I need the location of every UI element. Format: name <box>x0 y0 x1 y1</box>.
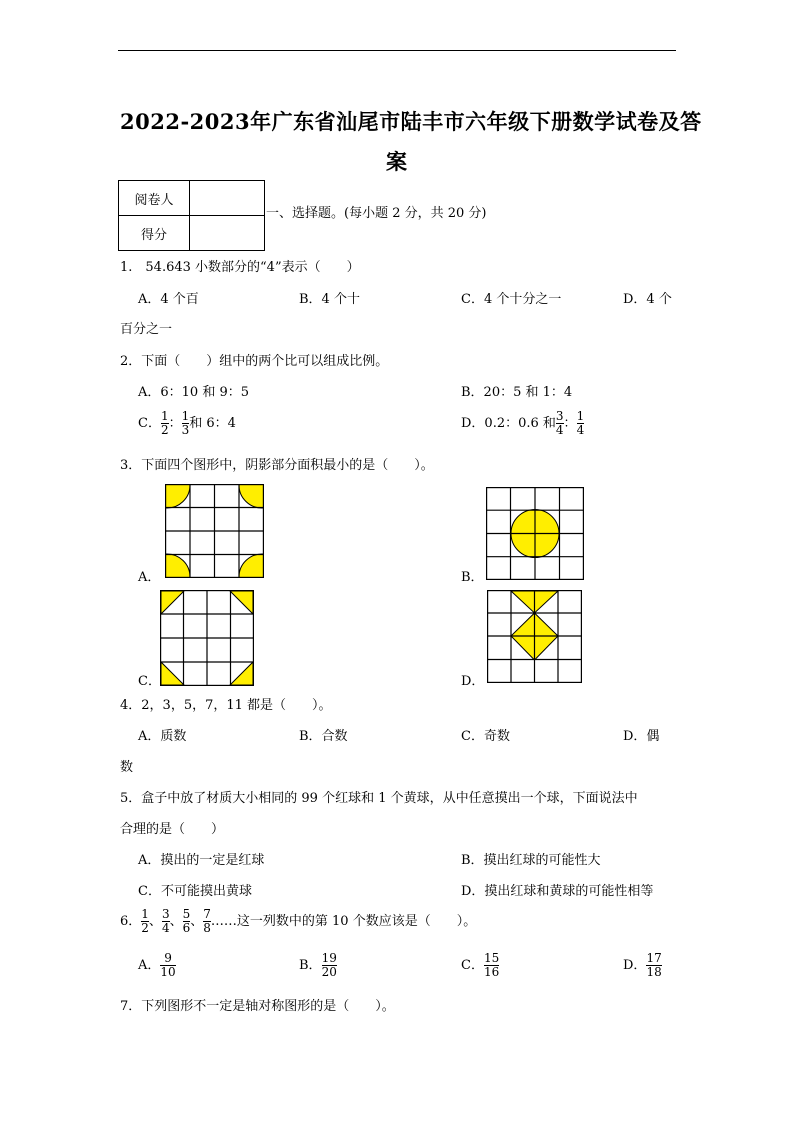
q1-option-d: D．4 个 <box>623 292 672 307</box>
fraction: $\frac{3}{4}$ <box>555 409 564 437</box>
fraction: $\frac{17}{18}$ <box>646 951 662 979</box>
q3-figure-c <box>160 590 254 686</box>
q6-option-c: C． $\frac{15}{16}$ <box>461 951 500 979</box>
q6-stem: 6． $\frac{1}{2}$ 、 $\frac{3}{4}$ 、 $\frac{5}{6}$ 、 $\frac{7}{8}$ ……这一列数中的第 10 个数应该是（ ）。 <box>120 907 477 935</box>
fraction: $\frac{9}{10}$ <box>160 951 176 979</box>
section-heading: 一、选择题。(每小题 2 分，共 20 分) <box>266 206 487 221</box>
shaded-triangle <box>230 662 253 685</box>
score-label: 得分 <box>119 216 190 251</box>
reviewer-label: 阅卷人 <box>119 181 190 216</box>
q1-option-d-continued: 百分之一 <box>120 322 173 337</box>
reviewer-blank <box>190 181 265 216</box>
q5-option-a: A．摸出的一定是红球 <box>138 853 265 868</box>
shaded-triangle <box>161 662 184 685</box>
fraction: $\frac{1}{3}$ <box>181 409 190 437</box>
q1-option-b: B．4 个十 <box>299 292 360 307</box>
fraction: $\frac{7}{8}$ <box>203 907 211 935</box>
shaded-quarter-circle <box>166 485 190 508</box>
q4-option-d: D．偶 <box>623 729 660 744</box>
page-title-continued: 案 <box>386 149 408 174</box>
q6-option-d: D． $\frac{17}{18}$ <box>623 951 662 979</box>
q4-stem: 4．2，3，5，7，11 都是（ ）。 <box>120 698 332 713</box>
q2-option-b: B．20：5 和 1：4 <box>461 385 573 400</box>
shaded-triangle <box>161 591 184 614</box>
fraction: $\frac{5}{6}$ <box>182 907 191 935</box>
shaded-quarter-circle <box>239 485 263 508</box>
q3-option-b: B． <box>461 570 484 585</box>
q3-figure-a <box>165 484 264 578</box>
header-rule <box>118 50 676 51</box>
q2-option-a: A．6：10 和 9：5 <box>138 385 250 400</box>
q3-figure-b <box>486 487 584 580</box>
q4-option-b: B．合数 <box>299 729 348 744</box>
shaded-quarter-circle <box>166 554 190 577</box>
fraction: $\frac{3}{4}$ <box>161 907 170 935</box>
q5-stem-continued: 合理的是（ ） <box>120 822 225 837</box>
page-title: 2022-2023年广东省汕尾市陆丰市六年级下册数学试卷及答 <box>120 109 702 134</box>
q5-stem: 5．盒子中放了材质大小相同的 99 个红球和 1 个黄球，从中任意摸出一个球，下面说法中 <box>120 791 638 806</box>
q1-option-c: C．4 个十分之一 <box>461 292 562 307</box>
fraction: $\frac{1}{2}$ <box>141 907 149 935</box>
q2-option-d: D．0.2：0.6 和 $\frac{3}{4}$ ： $\frac{1}{4}$ <box>461 409 585 437</box>
q6-option-a: A． $\frac{9}{10}$ <box>138 951 176 979</box>
q1-option-a: A．4 个百 <box>138 292 199 307</box>
shaded-quarter-circle <box>239 554 263 577</box>
q5-option-d: D．摸出红球和黄球的可能性相等 <box>461 884 654 899</box>
q1-stem: 1. 54.643 小数部分的“4”表示（ ） <box>120 260 360 275</box>
fraction: $\frac{1}{2}$ <box>160 409 169 437</box>
q4-option-c: C．奇数 <box>461 729 510 744</box>
q6-option-b: B． $\frac{19}{20}$ <box>299 951 337 979</box>
q3-figure-d <box>487 590 582 683</box>
q3-stem: 3．下面四个图形中，阴影部分面积最小的是（ ）。 <box>120 458 434 473</box>
score-blank <box>190 216 265 251</box>
q3-option-d: D． <box>461 674 485 689</box>
q5-option-b: B．摸出红球的可能性大 <box>461 853 601 868</box>
q4-option-d-continued: 数 <box>120 760 134 775</box>
q2-option-c: C． $\frac{1}{2}$ ： $\frac{1}{3}$ 和 6：4 <box>138 409 236 437</box>
score-table <box>118 180 265 251</box>
q3-option-c: C． <box>138 674 161 689</box>
q3-option-a: A． <box>138 570 161 585</box>
q4-option-a: A．质数 <box>138 729 187 744</box>
shaded-triangle <box>230 591 253 614</box>
q5-option-c: C．不可能摸出黄球 <box>138 884 252 899</box>
fraction: $\frac{19}{20}$ <box>321 951 337 979</box>
fraction: $\frac{1}{4}$ <box>576 409 585 437</box>
q7-stem: 7．下列图形不一定是轴对称图形的是（ ）。 <box>120 999 395 1014</box>
q2-stem: 2．下面（ ）组中的两个比可以组成比例。 <box>120 354 389 369</box>
fraction: $\frac{15}{16}$ <box>483 951 500 979</box>
